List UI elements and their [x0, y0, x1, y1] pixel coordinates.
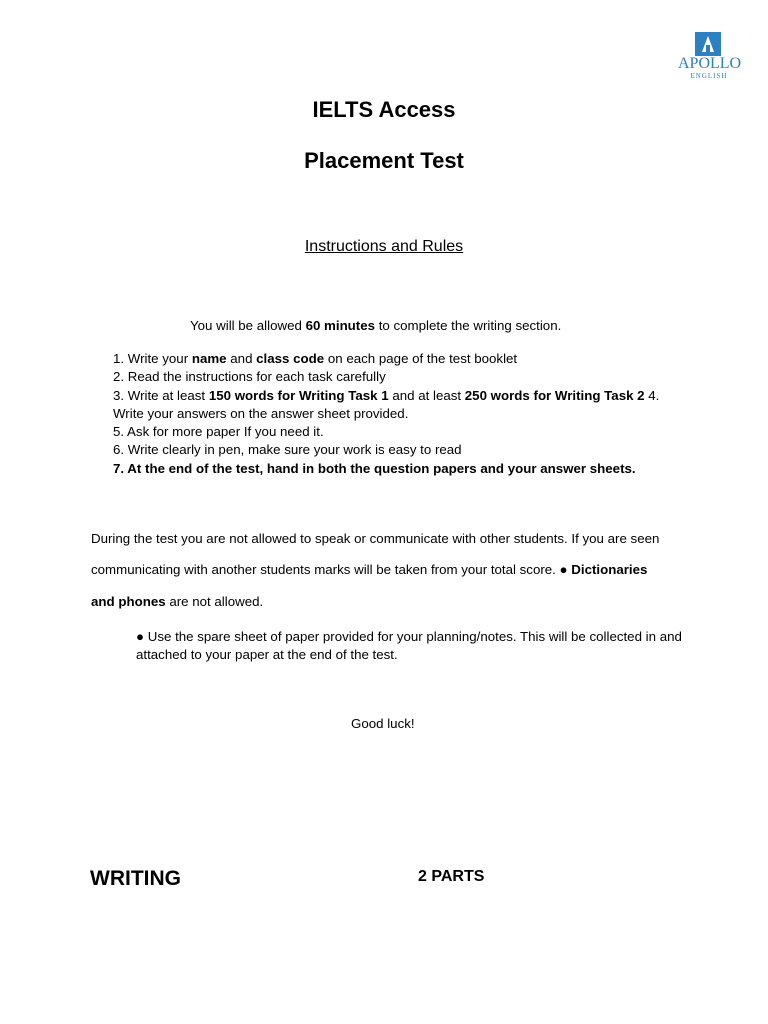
rules-list: [113, 350, 659, 478]
conduct-line-2: [91, 561, 647, 579]
writing-heading: WRITING: [90, 867, 181, 890]
title-line-1: IELTS Access: [312, 97, 456, 122]
rule-7: 7. At the end of the test, hand in both the question papers and your answer sheets.: [113, 460, 636, 476]
rule-1-text-e: on each page of the test booklet: [324, 351, 518, 366]
time-note-duration: 60 minutes: [305, 318, 376, 333]
rule-1-class-code: class code: [256, 351, 325, 366]
rule-3-text-e: 4.: [644, 387, 660, 403]
conduct-phones: and phones: [91, 594, 166, 609]
time-note-before: You will be allowed: [190, 318, 306, 333]
time-note: [190, 317, 561, 335]
spare-sheet-line-1: ● Use the spare sheet of paper provided for your planning/notes. This will be collected in and: [136, 629, 682, 644]
time-note-after: to complete the writing section.: [375, 318, 562, 333]
title-line-2: Placement Test: [304, 148, 464, 173]
spare-sheet-line-2: attached to your paper at the end of the test.: [136, 647, 398, 662]
rule-1-text-c: and: [226, 351, 257, 366]
apollo-logo: [678, 32, 740, 86]
conduct-line-3: [91, 593, 263, 611]
logo-sub: ENGLISH: [690, 72, 728, 80]
rule-3-text-c: and at least: [388, 387, 465, 403]
rule-3-text-a: 3. Write at least: [113, 387, 209, 403]
conduct-line-2-text: communicating with another students marks will be taken from your total score. ●: [91, 562, 572, 577]
rule-6: 6. Write clearly in pen, make sure your work is easy to read: [113, 442, 462, 458]
rule-1-name: name: [191, 351, 227, 366]
rule-5: 5. Ask for more paper If you need it.: [113, 424, 324, 440]
conduct-line-3-text: are not allowed.: [165, 594, 264, 609]
good-luck: Good luck!: [351, 716, 415, 731]
rule-2: 2. Read the instructions for each task carefully: [113, 369, 386, 385]
section-title: Instructions and Rules: [304, 238, 464, 255]
rule-3-task-2: 250 words for Writing Task 2: [464, 387, 645, 403]
rule-1-text-a: 1. Write your: [113, 351, 192, 366]
rule-4: Write your answers on the answer sheet provided.: [113, 405, 409, 421]
rule-3-task-1: 150 words for Writing Task 1: [208, 387, 389, 403]
conduct-dictionaries: Dictionaries: [571, 562, 648, 577]
rule-1: [113, 350, 659, 368]
conduct-line-1: During the test you are not allowed to speak or communicate with other students. If you are seen: [91, 531, 660, 546]
parts-heading: 2 PARTS: [418, 868, 485, 885]
logo-name: APOLLO: [678, 55, 742, 72]
rule-3: [113, 387, 659, 405]
apollo-a-icon: [695, 32, 721, 56]
